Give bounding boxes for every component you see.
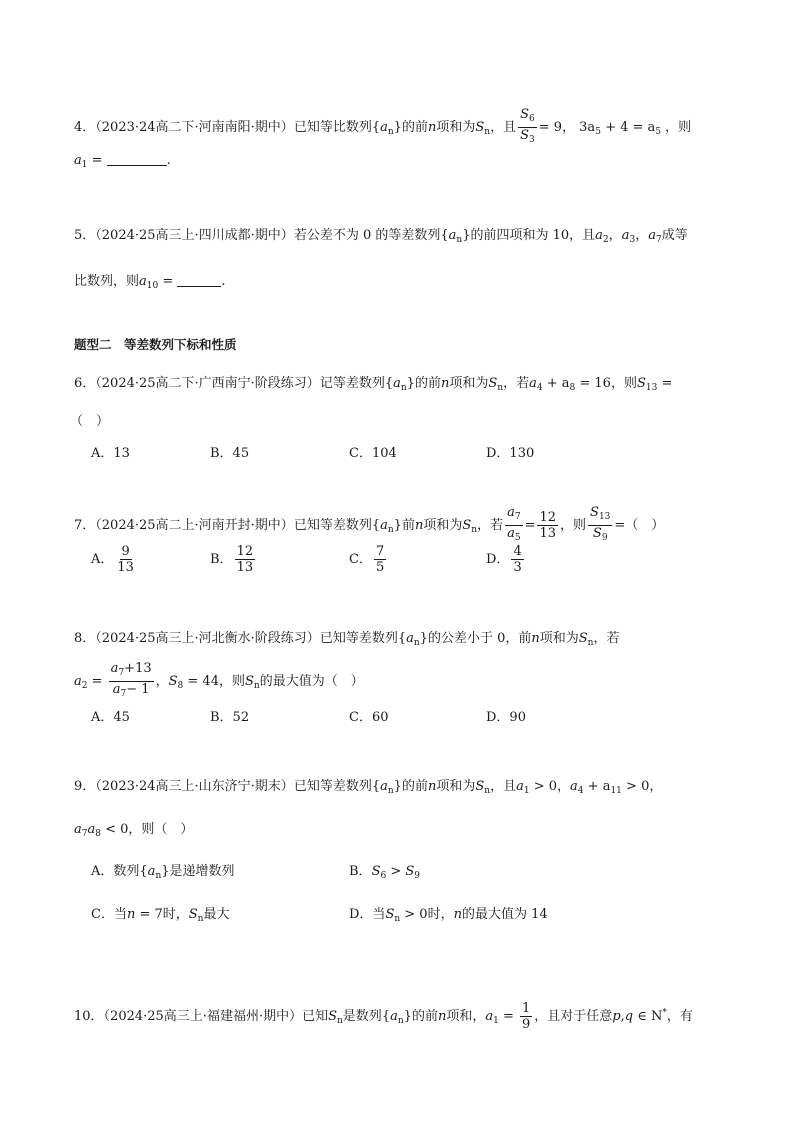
q8-fraction: $\frac{a_7+13}{a_7- 1}$	[110, 661, 152, 699]
q9-option-a[interactable]: A．数列$\{a_n\}$是递增数列	[91, 864, 235, 881]
q6-number: 6．	[74, 376, 96, 391]
question-4-line-2: $a_1$ = .	[74, 153, 171, 170]
q5-number: 5．	[74, 228, 96, 243]
q4-cond: + 4 = a	[605, 120, 656, 135]
q6-text: 记等差数列	[319, 376, 385, 391]
q8-text: 已知等差数列	[319, 631, 398, 646]
question-9-line-2: $a_7a_8 < 0$，则（ ）	[74, 822, 194, 839]
q4-text: ，且	[490, 120, 517, 135]
question-8-line-1: 8．（2024·25高三上·河北衡水·阶段练习）已知等差数列$\{a_n\}$的公差小于 0，前n项和为$S_n$，若	[74, 631, 620, 648]
q9-cond: > 0	[621, 779, 650, 794]
q10-text: ∈ N	[637, 1009, 663, 1024]
q5-text: =	[158, 274, 178, 289]
q9-text: 已知等差数列	[293, 779, 372, 794]
q8-text: ，则	[218, 674, 245, 689]
q10-text: 的前	[411, 1009, 438, 1024]
q9-option-d[interactable]: D．当$S_n > 0$时，n的最大值为 14	[349, 907, 548, 924]
q7-option-c[interactable]: C． $\frac{7}{5}$	[349, 544, 385, 575]
q8-text: 项和为	[539, 631, 579, 646]
q9-source: （2023·24高三上·山东济宁·期末）	[95, 779, 294, 794]
q7-fraction-b: $\frac{12}{13}$	[539, 510, 557, 541]
q7-fraction-a: $\frac{a_7}{a_5}$	[507, 505, 521, 543]
q8-option-a[interactable]: A．45	[91, 710, 130, 725]
q7-option-d[interactable]: D． $\frac{4}{3}$	[486, 544, 522, 575]
q9-text: 项和为	[436, 779, 476, 794]
q4-text: ，则	[665, 120, 692, 135]
q6-option-b[interactable]: B．45	[210, 446, 250, 461]
q10-text: 是数列	[342, 1009, 382, 1024]
q7-text: =	[524, 518, 536, 533]
q9-text: < 0，则（ ）	[101, 822, 194, 837]
q7-option-b[interactable]: B． $\frac{12}{13}$	[210, 544, 254, 575]
q10-text: 已知	[302, 1009, 329, 1024]
q6-cond: = 16	[575, 376, 611, 391]
q10-text: 项和，	[446, 1009, 486, 1024]
q5-text: 比数列，则	[74, 274, 140, 289]
q6-option-a[interactable]: A．13	[91, 446, 130, 461]
q6-text: 项和为	[449, 376, 489, 391]
section-title: 题型二 等差数列下标和性质	[74, 337, 237, 352]
q9-text: ，且	[490, 779, 517, 794]
q7-number: 7．	[74, 518, 96, 533]
q7-source: （2024·25高二上·河南开封·期中）	[95, 518, 294, 533]
q10-source: （2024·25高三上·福建福州·期中）	[103, 1009, 303, 1024]
q6-paren: （ ）	[70, 414, 110, 429]
q4-fraction: $\frac{S_6}{S_3}$	[520, 107, 535, 145]
question-5-line-1: 5．（2024·25高三上·四川成都·期中）若公差不为 0 的等差数列$\{a_n\}$的前四项和为 10，且$a_2$，$a_3$，$a_7$成等	[74, 228, 688, 245]
q8-option-b[interactable]: B．52	[210, 710, 250, 725]
q7-text: 项和为	[423, 518, 463, 533]
q4-cond: 3a	[579, 120, 596, 135]
q7-text: =（ ）	[614, 518, 665, 533]
q4-text: = 9	[538, 120, 563, 135]
q10-text: ，且对于任意	[534, 1009, 613, 1024]
q7-text: 前	[401, 518, 415, 533]
q8-text: 的公差小于 0，前	[427, 631, 532, 646]
q8-cond: = 44	[183, 674, 219, 689]
q7-text: ，则	[560, 518, 587, 533]
q6-source: （2024·25高二下·广西南宁·阶段练习）	[95, 376, 320, 391]
question-8-line-2: $a_2$ = $\frac{a_7+13}{a_7- 1}$ ，$S_8 = 44$，则$S_n$的最大值为（ ）	[74, 661, 364, 702]
q4-number: 4．	[74, 120, 96, 135]
question-10-line-1: 10．（2024·25高三上·福建福州·期中）已知$S_n$是数列$\{a_n\}$的前n项和，$a_1$ = $\frac{1}{9}$ ，且对于任意p,q ∈ N*，有	[74, 1001, 693, 1032]
q4-source: （2023·24高二下·河南南阳·期中）	[95, 120, 294, 135]
q7-option-a[interactable]: A． $\frac{9}{13}$	[91, 544, 134, 575]
q8-option-d[interactable]: D．90	[486, 710, 526, 725]
q4-answer-lhs: a	[74, 153, 82, 168]
question-5-line-2: 比数列，则$a_{10}$ = .	[74, 274, 226, 291]
q6-text: ，若	[503, 376, 530, 391]
q5-text: 成等	[661, 228, 688, 243]
q5-text: 若公差不为 0 的等差数列	[293, 228, 441, 243]
question-6-line-1: 6．（2024·25高二下·广西南宁·阶段练习）记等差数列$\{a_n\}$的前n项和为$S_n$，若$a_4 + a_8 = 16$，则$S_{13}$ =	[74, 376, 673, 393]
q7-text: 已知等差数列	[293, 518, 372, 533]
q10-fraction: $\frac{1}{9}$	[522, 1001, 531, 1032]
q7-fraction-c: $\frac{S_{13}}{S_9}$	[590, 505, 611, 543]
q6-text: 的前	[414, 376, 441, 391]
q8-option-c[interactable]: C．60	[349, 710, 389, 725]
q9-number: 9．	[74, 779, 96, 794]
q8-text: 的最大值为（ ）	[259, 674, 364, 689]
q10-number: 10．	[74, 1009, 104, 1024]
q9-option-c[interactable]: C．当n = 7时，$S_n$最大	[91, 907, 230, 924]
q9-option-b[interactable]: B．$S_6 > S_9$	[349, 864, 421, 881]
question-4-line-1: 4．（2023·24高二下·河南南阳·期中）已知等比数列$\{a_n\}$的前n项和为$S_n$，且 $\frac{S_6}{S_3}$ = 9， $3a_5 + 4 = a_5$ ，则	[74, 107, 691, 148]
question-9-line-1: 9．（2023·24高三上·山东济宁·期末）已知等差数列$\{a_n\}$的前n项和为$S_n$，且$a_1 > 0$，$a_4 + a_{11} > 0$，	[74, 779, 663, 796]
q4-answer-blank[interactable]	[107, 153, 167, 166]
q4-text: 项和为	[436, 120, 476, 135]
q9-text: 的前	[401, 779, 428, 794]
q5-text: 的前四项和为 10，且	[470, 228, 596, 243]
q10-text: ，有	[666, 1009, 693, 1024]
q6-cond: + a	[546, 376, 570, 391]
q6-option-d[interactable]: D．130	[486, 446, 535, 461]
q4-text: 的前	[401, 120, 428, 135]
q9-cond: + a	[587, 779, 611, 794]
q6-option-c[interactable]: C．104	[349, 446, 397, 461]
q4-text: =	[87, 153, 107, 168]
q8-text: ，若	[593, 631, 620, 646]
q5-source: （2024·25高三上·四川成都·期中）	[95, 228, 294, 243]
question-7-line-1: 7．（2024·25高二上·河南开封·期中）已知等差数列$\{a_n\}$前n项和为$S_n$，若 $\frac{a_7}{a_5}$ = $\frac{12}{13}$ ，则 $\frac{S_{13}}{S_9}$ =（ ）	[74, 505, 664, 546]
q9-cond: > 0	[529, 779, 558, 794]
q7-text: ，若	[477, 518, 504, 533]
q8-source: （2024·25高三上·河北衡水·阶段练习）	[95, 631, 320, 646]
q4-text: 已知等比数列	[293, 120, 372, 135]
q6-text: ，则	[610, 376, 637, 391]
q8-number: 8．	[74, 631, 96, 646]
q5-answer-blank[interactable]	[177, 274, 221, 287]
